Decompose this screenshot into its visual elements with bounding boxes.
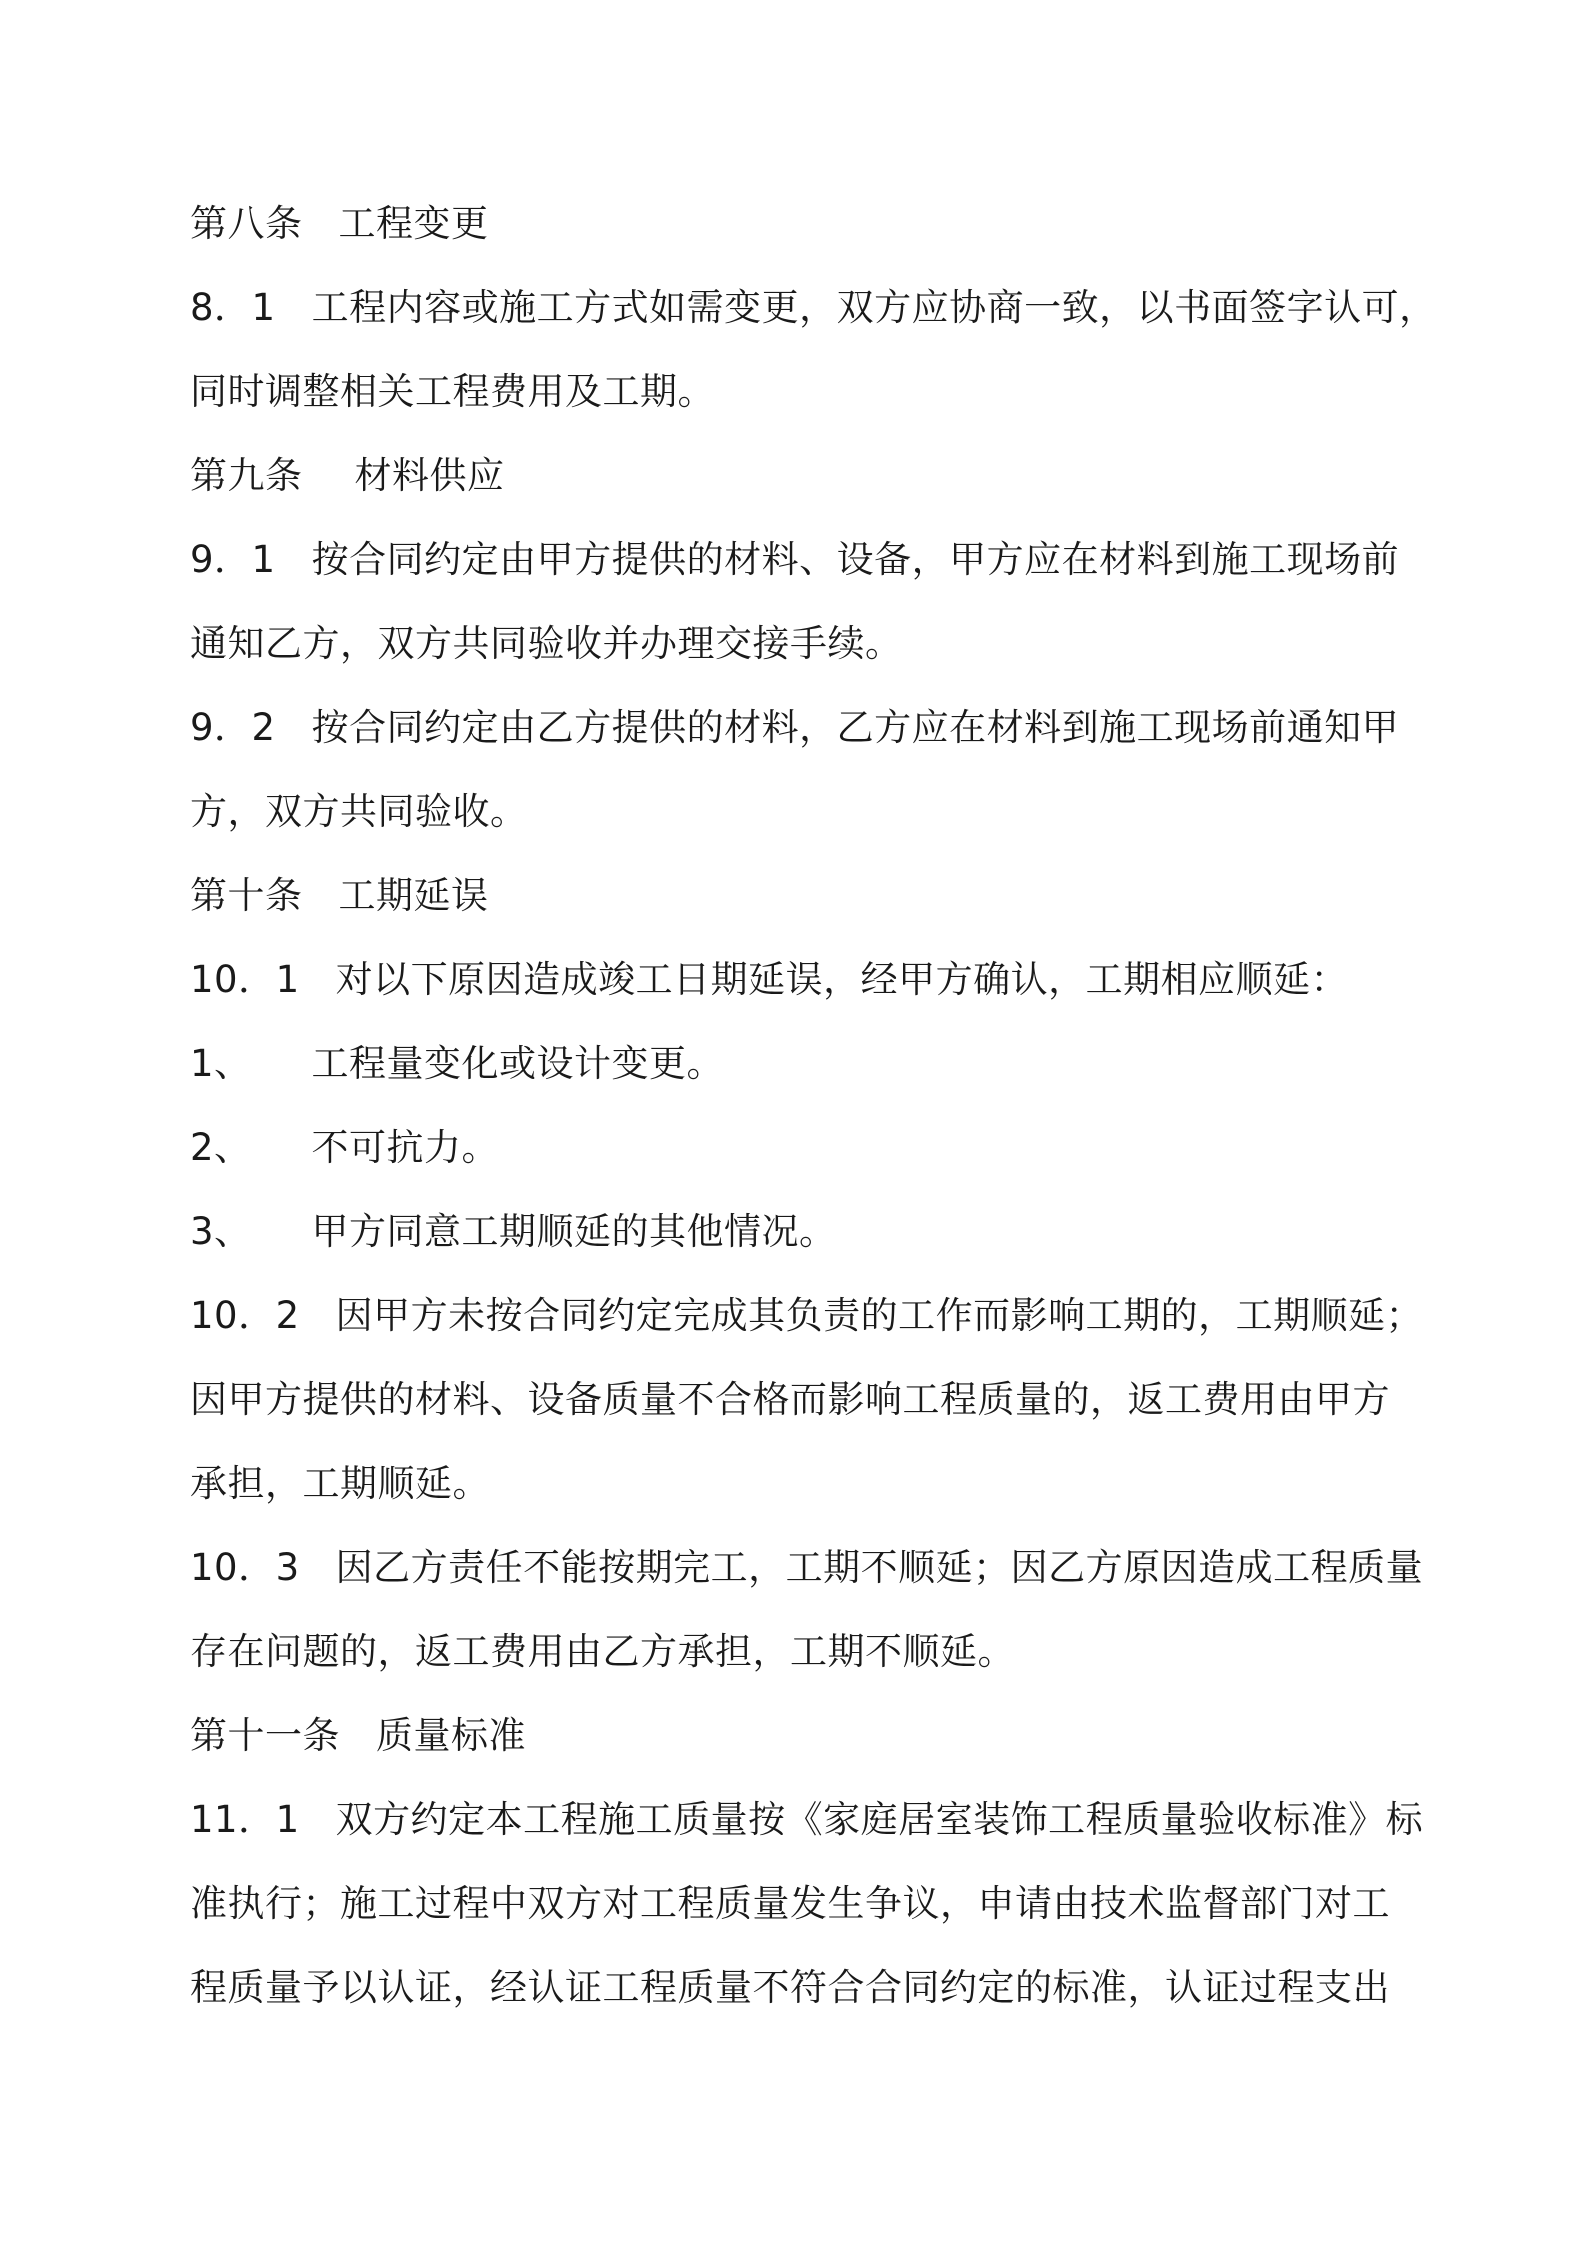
article-number: 第九条 <box>190 454 303 497</box>
clause-9-2-line-2 <box>190 786 1430 838</box>
clause-number: 9．1 <box>190 538 276 581</box>
article-title: 质量标准 <box>376 1714 526 1757</box>
clause-text: 按合同约定由甲方提供的材料、设备，甲方应在材料到施工现场前 <box>311 538 1400 581</box>
clause-10-2-line-3 <box>190 1458 1430 1510</box>
clause-text: 程质量予以认证，经认证工程质量不符合合同约定的标准，认证过程支出 <box>190 1966 1390 2009</box>
list-item-text: 甲方同意工期顺延的其他情况。 <box>311 1210 837 1253</box>
clause-11-1-line-2 <box>190 1878 1430 1930</box>
article-8-heading <box>190 198 1430 250</box>
clause-10-2-line-1 <box>190 1290 1430 1342</box>
clause-number: 11．1 <box>190 1798 300 1841</box>
article-9-heading <box>190 450 1430 502</box>
clause-8-1-line-1 <box>190 282 1437 334</box>
list-item-text: 不可抗力。 <box>311 1126 500 1169</box>
list-item-number: 2、 <box>190 1126 252 1169</box>
clause-8-1-line-2 <box>190 366 1430 418</box>
clause-text: 双方约定本工程施工质量按《家庭居室装饰工程质量验收标准》标 <box>335 1798 1424 1841</box>
clause-10-2-line-2 <box>190 1374 1430 1426</box>
clause-number: 10．3 <box>190 1546 300 1589</box>
clause-text: 存在问题的，返工费用由乙方承担，工期不顺延。 <box>190 1630 1015 1673</box>
clause-9-1-line-2 <box>190 618 1430 670</box>
clause-text: 对以下原因造成竣工日期延误，经甲方确认，工期相应顺延： <box>335 958 1349 1001</box>
clause-text: 准执行；施工过程中双方对工程质量发生争议，申请由技术监督部门对工 <box>190 1882 1390 1925</box>
list-item <box>190 1038 1430 1090</box>
clause-text: 承担，工期顺延。 <box>190 1462 490 1505</box>
clause-text: 同时调整相关工程费用及工期。 <box>190 370 715 413</box>
list-item-text: 工程量变化或设计变更。 <box>311 1042 725 1085</box>
clause-text: 通知乙方，双方共同验收并办理交接手续。 <box>190 622 903 665</box>
list-item <box>190 1206 1430 1258</box>
clause-number: 8．1 <box>190 286 276 329</box>
clause-11-1-line-1 <box>190 1794 1430 1846</box>
article-10-heading <box>190 870 1430 922</box>
list-item-number: 1、 <box>190 1042 252 1085</box>
clause-10-3-line-2 <box>190 1626 1430 1678</box>
clause-9-1-line-1 <box>190 534 1430 586</box>
clause-10-3-line-1 <box>190 1542 1430 1594</box>
clause-text: 因甲方未按合同约定完成其负责的工作而影响工期的，工期顺延； <box>335 1294 1424 1337</box>
article-title: 工期延误 <box>338 874 489 917</box>
list-item-number: 3、 <box>190 1210 252 1253</box>
clause-text: 按合同约定由乙方提供的材料，乙方应在材料到施工现场前通知甲 <box>311 706 1400 749</box>
clause-number: 9．2 <box>190 706 276 749</box>
clause-number: 10．1 <box>190 958 300 1001</box>
article-number: 第十条 <box>190 874 303 917</box>
article-title: 材料供应 <box>354 454 505 497</box>
clause-text: 方，双方共同验收。 <box>190 790 528 833</box>
clause-text: 工程内容或施工方式如需变更，双方应协商一致，以书面签字认可， <box>311 286 1437 329</box>
clause-9-2-line-1 <box>190 702 1430 754</box>
clause-number: 10．2 <box>190 1294 300 1337</box>
clause-text: 因甲方提供的材料、设备质量不合格而影响工程质量的，返工费用由甲方 <box>190 1378 1390 1421</box>
clause-11-1-line-3 <box>190 1962 1430 2014</box>
article-number: 第八条 <box>190 202 303 245</box>
clause-10-1-line-1 <box>190 954 1430 1006</box>
clause-text: 因乙方责任不能按期完工，工期不顺延；因乙方原因造成工程质量 <box>335 1546 1424 1589</box>
article-11-heading <box>190 1710 1430 1762</box>
article-number: 第十一条 <box>190 1714 340 1757</box>
list-item <box>190 1122 1430 1174</box>
article-title: 工程变更 <box>338 202 489 245</box>
